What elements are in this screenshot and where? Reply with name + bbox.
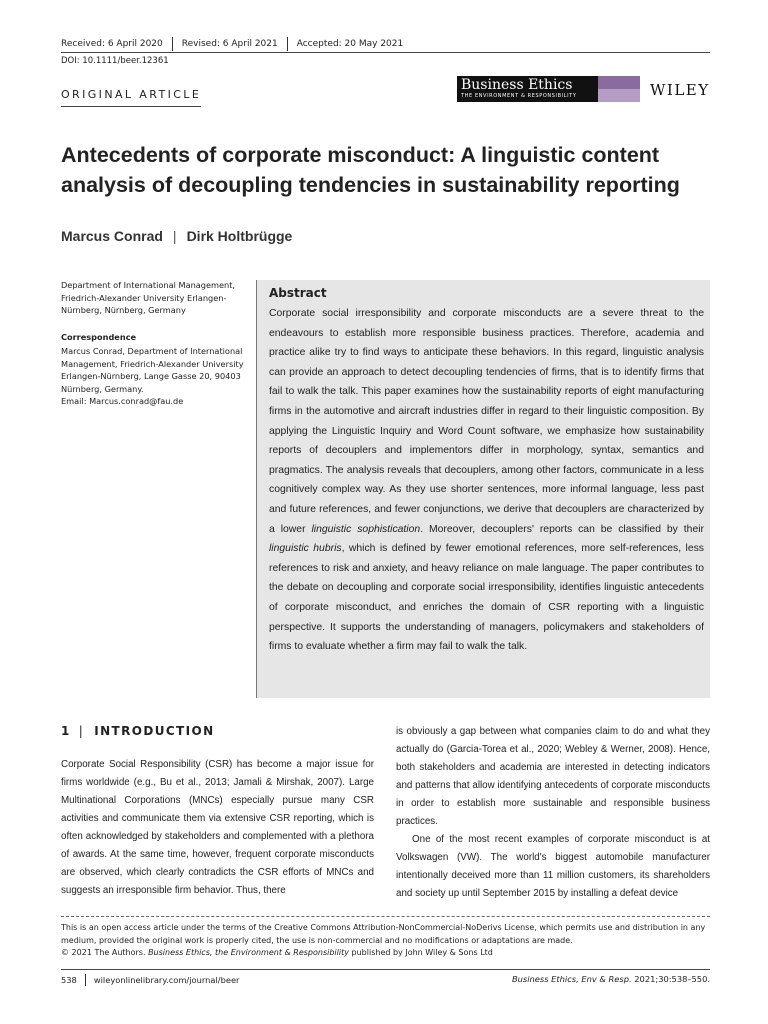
- author-divider: |: [172, 228, 177, 244]
- abstract-emphasis: linguistic hubris: [269, 543, 342, 555]
- copyright-suffix: published by John Wiley & Sons Ltd: [348, 948, 493, 957]
- footer-rule: [61, 969, 710, 970]
- copyright-prefix: © 2021 The Authors.: [61, 948, 149, 957]
- abstract-text-part: . Moreover, decouplers' reports can be classified by their: [420, 523, 704, 535]
- journal-logo: [457, 76, 640, 102]
- article-type: ORIGINAL ARTICLE: [61, 88, 202, 101]
- correspondence: [61, 345, 251, 408]
- abstract-rule: [256, 280, 257, 698]
- publisher-logo: WILEY: [650, 81, 710, 99]
- abstract-text-part: , which is defined by fewer emotional references, more self-references, less references to risk and anxiety, and heavy reliance on male language. The paper contributes to the debate on decoupling and corporate social irresponsibility, identifies linguistic antecedents of corporate misconduct, and enriches the domain of CSR reporting with a linguistic perspective. It supports the understanding of managers, policymakers and stakeholders of firms to evaluate whether a firm may fail to walk the talk.: [269, 543, 704, 653]
- page-number: 538: [61, 975, 77, 985]
- copyright-journal: Business Ethics, the Environment & Responsibility: [148, 948, 349, 957]
- header-rule: [61, 52, 710, 53]
- author-list: [61, 228, 292, 244]
- author-name[interactable]: Dirk Holtbrügge: [186, 228, 293, 244]
- copyright-line: [61, 947, 710, 960]
- received-date: Received: 6 April 2020: [61, 39, 163, 49]
- affiliation: Department of International Management, Friedrich-Alexander University Erlangen-Nürnberg, Nürnberg, Germany: [61, 280, 236, 315]
- journal-logo-title: Business Ethics: [461, 77, 573, 93]
- citation-details: 2021;30:538–550.: [631, 974, 710, 984]
- license-divider: [61, 916, 710, 917]
- footer-citation: [512, 974, 710, 984]
- abstract-text-part: Corporate social irresponsibility and corporate misconducts are a severe threat to the endeavours to establish more responsible business practices. Therefore, academia and practice alike try to find ways to anticipate these behaviors. In this regard, linguistic analysis can provide an approach to detect decoupling tendencies of firms, that is to identify firms that fail to walk the talk. This paper examines how the sustainability reports of eight manufacturing firms in the automotive and aircraft industries differ in regard to their linguistic composition. By applying the Linguistic Inquiry and Word Count software, we emphasize how sustainability reports of decouplers and implementors differ in morphology, syntax, semantics and pragmatics. The analysis reveals that decouplers, among other factors, communicate in a less cognitively complex way. As they use shorter sentences, more informal language, less past and future references, and fewer conjunctions, we derive that decouplers are characterized by a lower: [269, 308, 704, 535]
- date-divider: [287, 37, 288, 51]
- article-title: Antecedents of corporate misconduct: A linguistic content analysis of decoupling tendencies in sustainability reporting: [61, 143, 680, 197]
- body-column-right: [396, 723, 710, 903]
- section-title: INTRODUCTION: [94, 724, 215, 738]
- date-divider: [172, 37, 173, 51]
- section-divider: |: [78, 724, 85, 738]
- author-name[interactable]: Marcus Conrad: [61, 228, 163, 244]
- accepted-date: Accepted: 20 May 2021: [296, 39, 404, 49]
- body-paragraph: is obviously a gap between what companies claim to do and what they actually do (Garcia-Torea et al., 2020; Webley & Werner, 2008). Hence, both stakeholders and academia are interested in detecting indicators and patterns that allow identifying antecedents of corporate misconducts in order to establish more sustainable and responsible business practices.: [396, 726, 710, 827]
- revised-date: Revised: 6 April 2021: [181, 39, 278, 49]
- journal-url[interactable]: wileyonlinelibrary.com/journal/beer: [93, 975, 240, 985]
- logo-accent-light: [598, 89, 640, 102]
- license-text: This is an open access article under the terms of the Creative Commons Attribution-NonCommercial-NoDerivs License, which permits use and distribution in any medium, provided the original work is properly cited, the use is non-commercial and no modifications or adaptations are made.: [61, 923, 706, 945]
- license-note: [61, 922, 710, 960]
- footer-left: [61, 974, 239, 986]
- doi[interactable]: DOI: 10.1111/beer.12361: [61, 56, 169, 66]
- abstract-heading: Abstract: [269, 286, 327, 300]
- correspondence-email[interactable]: Email: Marcus.conrad@fau.de: [61, 396, 184, 406]
- abstract-emphasis: linguistic sophistication: [311, 523, 421, 535]
- abstract-text: [269, 304, 704, 657]
- body-column-left: Corporate Social Responsibility (CSR) has become a major issue for firms worldwide (e.g., Bu et al., 2013; Jamali & Mirshak, 2007). Large Multinational Corporations (MNCs) especially pursue many CSR activities and communicate them via extensive CSR reporting, which is often acknowledged by stakeholders and complemented with a plethora of awards. At the same time, however, frequent corporate misconducts are observed, which clearly contradicts the CSR efforts of MNCs and suggests an irresponsible firm behavior. Thus, there: [61, 759, 374, 896]
- correspondence-heading: Correspondence: [61, 332, 137, 342]
- citation-journal: Business Ethics, Env & Resp.: [511, 974, 632, 984]
- article-type-underline: [61, 106, 201, 107]
- correspondence-address: Marcus Conrad, Department of International Management, Friedrich-Alexander University Erlangen-Nürnberg, Lange Gasse 20, 90403 Nürnberg, Germany.: [61, 346, 244, 394]
- footer-divider: [85, 974, 86, 986]
- section-heading: [61, 724, 215, 738]
- journal-logo-subtitle: THE ENVIRONMENT & RESPONSIBILITY: [461, 93, 577, 99]
- section-number: 1: [61, 724, 71, 738]
- body-paragraph: One of the most recent examples of corporate misconduct is at Volkswagen (VW). The world's biggest automobile manufacturer intentionally deceived more than 11 million customers, its shareholders and society up until September 2015 by installing a defeat device: [396, 834, 710, 899]
- article-dates: [61, 37, 403, 51]
